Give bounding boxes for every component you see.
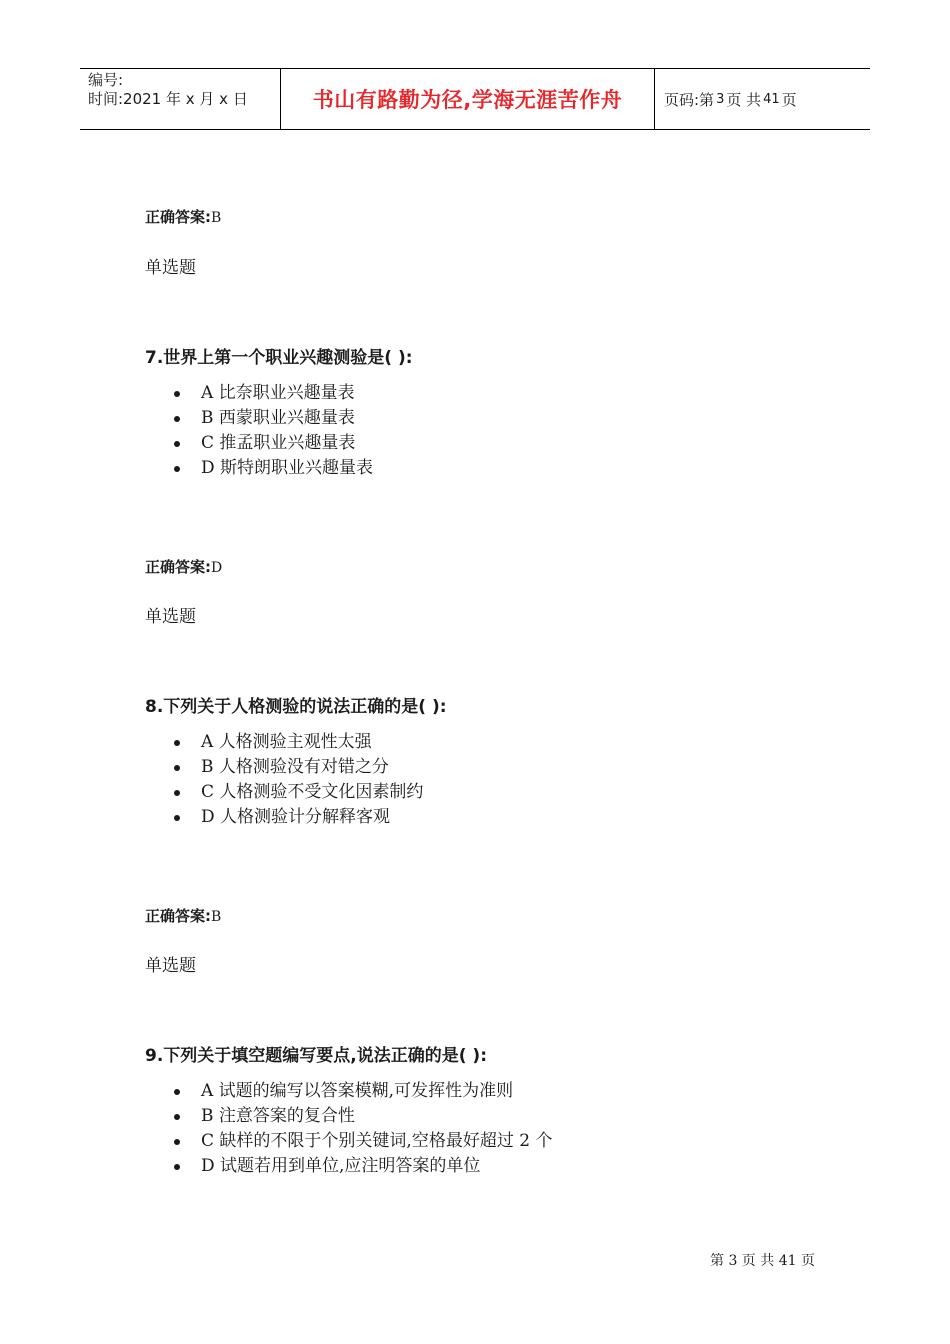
option-b: B 人格测验没有对错之分 (145, 755, 423, 780)
answer-value: B (211, 210, 222, 226)
option-b: B 注意答案的复合性 (145, 1104, 552, 1129)
page-total: 41 (763, 91, 780, 107)
header-meta (80, 69, 281, 129)
options-list-8 (145, 730, 423, 830)
options-list-9 (145, 1079, 552, 1179)
answer-line: 正确答案:B (145, 208, 222, 226)
header-page-info (655, 69, 870, 129)
page-prefix: 页码:第 (664, 90, 715, 109)
page-header (80, 68, 870, 130)
option-b: B 西蒙职业兴趣量表 (145, 406, 373, 431)
answer-value: B (211, 909, 222, 925)
answer-line: 正确答案:B (145, 907, 222, 925)
options-list-7 (145, 381, 373, 481)
question-9: 9.下列关于填空题编写要点,说法正确的是( ): (145, 1046, 487, 1066)
option-a: A 比奈职业兴趣量表 (145, 381, 373, 406)
option-a: A 人格测验主观性太强 (145, 730, 423, 755)
question-8: 8.下列关于人格测验的说法正确的是( ): (145, 697, 447, 717)
option-a: A 试题的编写以答案模糊,可发挥性为准则 (145, 1079, 552, 1104)
number-label: 编号: (88, 71, 124, 89)
question-type: 单选题 (145, 258, 196, 278)
page-mid: 页 共 (726, 90, 762, 109)
page-suffix: 页 (781, 90, 797, 109)
answer-line: 正确答案:D (145, 558, 223, 576)
page-current: 3 (716, 91, 725, 107)
header-motto: 书山有路勤为径,学海无涯苦作舟 (281, 69, 655, 129)
question-type: 单选题 (145, 956, 196, 976)
time-label: 时间:2021 年 x 月 x 日 (88, 90, 248, 108)
question-type: 单选题 (145, 607, 196, 627)
option-c: C 缺样的不限于个别关键词,空格最好超过 2 个 (145, 1129, 552, 1154)
option-d: D 人格测验计分解释客观 (145, 805, 423, 830)
option-d: D 斯特朗职业兴趣量表 (145, 456, 373, 481)
option-c: C 推孟职业兴趣量表 (145, 431, 373, 456)
answer-value: D (211, 560, 223, 576)
question-7: 7.世界上第一个职业兴趣测验是( ): (145, 348, 413, 368)
option-d: D 试题若用到单位,应注明答案的单位 (145, 1154, 552, 1179)
page-footer: 第 3 页 共 41 页 (710, 1253, 815, 1269)
option-c: C 人格测验不受文化因素制约 (145, 780, 423, 805)
